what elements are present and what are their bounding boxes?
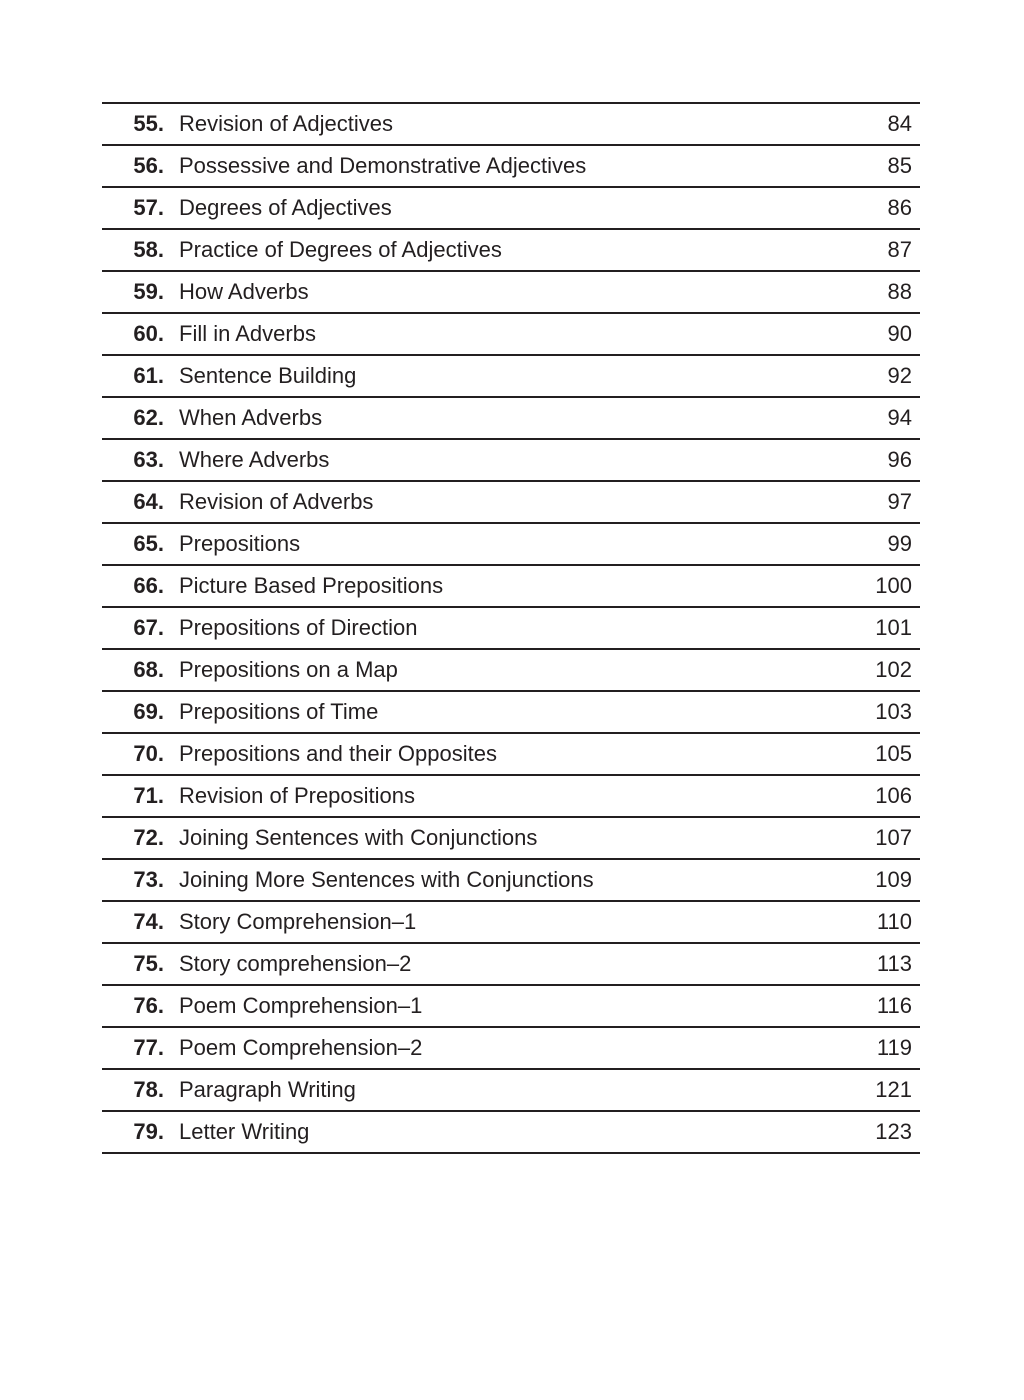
toc-entry <box>102 776 920 818</box>
toc-entry <box>102 1028 920 1070</box>
page-number: 106 <box>875 783 912 808</box>
toc-entry <box>102 944 920 986</box>
toc-entry <box>102 104 920 146</box>
chapter-title: Prepositions on a Map <box>179 657 398 682</box>
chapter-title: Possessive and Demonstrative Adjectives <box>179 153 587 178</box>
toc-entry <box>102 482 920 524</box>
chapter-title: Fill in Adverbs <box>179 321 316 346</box>
page-number: 100 <box>875 573 912 598</box>
chapter-number: 73. <box>133 867 164 892</box>
page-number: 88 <box>887 279 912 304</box>
chapter-number: 63. <box>133 447 164 472</box>
chapter-number: 62. <box>133 405 164 430</box>
chapter-title: Sentence Building <box>179 363 357 388</box>
chapter-title: Picture Based Prepositions <box>179 573 444 598</box>
page-number: 113 <box>876 951 912 976</box>
chapter-number: 78. <box>133 1077 164 1102</box>
chapter-number: 65. <box>133 531 164 556</box>
chapter-title: Poem Comprehension–2 <box>179 1035 423 1060</box>
chapter-title: Paragraph Writing <box>179 1077 356 1102</box>
chapter-title: Revision of Prepositions <box>179 783 416 808</box>
chapter-number: 76. <box>133 993 164 1018</box>
page-number: 121 <box>875 1077 912 1102</box>
page-number: 101 <box>875 615 912 640</box>
chapter-number: 71. <box>133 783 164 808</box>
chapter-number: 75. <box>133 951 164 976</box>
chapter-title: Story Comprehension–1 <box>179 909 417 934</box>
chapter-number: 79. <box>133 1119 164 1144</box>
page-number: 85 <box>887 153 912 178</box>
chapter-title: How Adverbs <box>179 279 309 304</box>
toc-entry <box>102 650 920 692</box>
page-number: 102 <box>875 657 912 682</box>
chapter-number: 59. <box>133 279 164 304</box>
page-number: 92 <box>887 363 912 388</box>
chapter-title: Where Adverbs <box>179 447 330 472</box>
toc-entry <box>102 818 920 860</box>
page-number: 86 <box>887 195 912 220</box>
toc-entry <box>102 1112 920 1154</box>
page-number: 110 <box>876 909 912 934</box>
chapter-number: 68. <box>133 657 164 682</box>
page-number: 99 <box>887 531 912 556</box>
toc-entry <box>102 356 920 398</box>
chapter-number: 67. <box>133 615 164 640</box>
page-number: 97 <box>887 489 912 514</box>
page-number: 123 <box>875 1119 912 1144</box>
chapter-number: 64. <box>133 489 164 514</box>
toc-entry <box>102 146 920 188</box>
chapter-number: 77. <box>133 1035 164 1060</box>
chapter-number: 70. <box>133 741 164 766</box>
page-number: 116 <box>876 993 912 1018</box>
page-number: 87 <box>887 237 912 262</box>
page-number: 107 <box>875 825 912 850</box>
toc-entry <box>102 524 920 566</box>
chapter-number: 57. <box>133 195 164 220</box>
chapter-title: Story comprehension–2 <box>179 951 412 976</box>
page-number: 109 <box>875 867 912 892</box>
chapter-title: Revision of Adverbs <box>179 489 374 514</box>
page-number: 90 <box>887 321 912 346</box>
toc-entry <box>102 398 920 440</box>
chapter-title: Practice of Degrees of Adjectives <box>179 237 502 262</box>
page-number: 119 <box>876 1035 912 1060</box>
toc-entry <box>102 692 920 734</box>
chapter-title: Prepositions <box>179 531 301 556</box>
toc-entry <box>102 860 920 902</box>
toc-entry <box>102 440 920 482</box>
toc-entry <box>102 230 920 272</box>
chapter-title: Prepositions and their Opposites <box>179 741 497 766</box>
toc-entry <box>102 986 920 1028</box>
chapter-title: Degrees of Adjectives <box>179 195 392 220</box>
chapter-number: 60. <box>133 321 164 346</box>
toc-entry <box>102 608 920 650</box>
toc-entry <box>102 734 920 776</box>
chapter-number: 61. <box>133 363 164 388</box>
chapter-number: 69. <box>133 699 164 724</box>
page-number: 105 <box>875 741 912 766</box>
page-number: 103 <box>875 699 912 724</box>
chapter-title: Joining Sentences with Conjunctions <box>179 825 538 850</box>
toc-entry <box>102 902 920 944</box>
chapter-title: Letter Writing <box>179 1119 310 1144</box>
chapter-title: When Adverbs <box>179 405 323 430</box>
page-number: 84 <box>887 111 912 136</box>
toc-entry <box>102 314 920 356</box>
chapter-number: 74. <box>133 909 164 934</box>
chapter-title: Prepositions of Time <box>179 699 379 724</box>
chapter-number: 55. <box>133 111 164 136</box>
chapter-number: 66. <box>133 573 164 598</box>
chapter-number: 72. <box>133 825 164 850</box>
chapter-title: Poem Comprehension–1 <box>179 993 423 1018</box>
chapter-number: 56. <box>133 153 164 178</box>
toc-entry <box>102 1070 920 1112</box>
chapter-title: Joining More Sentences with Conjunctions <box>179 867 594 892</box>
page-number: 96 <box>887 447 912 472</box>
table-of-contents <box>102 102 920 1154</box>
chapter-title: Prepositions of Direction <box>179 615 418 640</box>
toc-entry <box>102 566 920 608</box>
toc-entry <box>102 272 920 314</box>
chapter-number: 58. <box>133 237 164 262</box>
page-number: 94 <box>887 405 912 430</box>
toc-entry <box>102 188 920 230</box>
chapter-title: Revision of Adjectives <box>179 111 393 136</box>
